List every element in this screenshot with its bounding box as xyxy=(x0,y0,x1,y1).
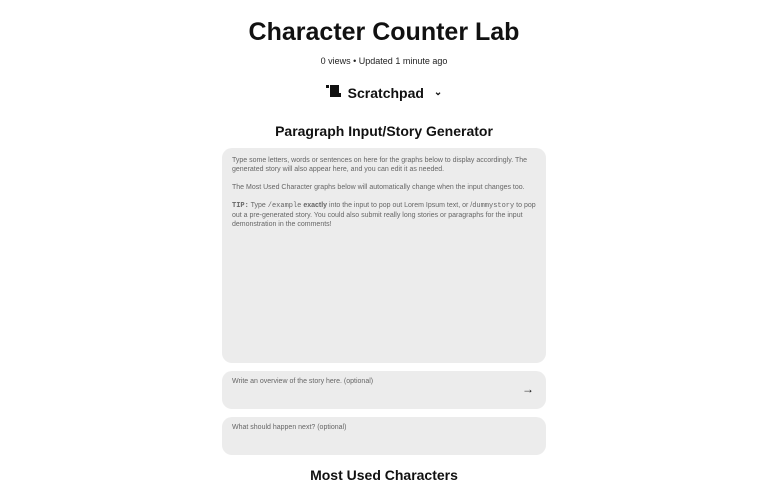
chevron-down-icon: ⌄ xyxy=(433,87,443,98)
page-title: Character Counter Lab xyxy=(248,18,520,46)
overview-placeholder: Write an overview of the story here. (optional) xyxy=(232,378,374,385)
most-used-title: Most Used Characters xyxy=(310,467,458,483)
section-title: Paragraph Input/Story Generator xyxy=(275,123,493,139)
placeholder-tip xyxy=(232,201,536,229)
placeholder-paragraph: Type some letters, words or sentences on here for the graphs below to display accordingly. The generated story will also appear here, and you can edit it as needed. xyxy=(232,157,528,173)
scratchpad-icon xyxy=(326,84,342,101)
tip-text: to pop out a pre-generated story. You could also submit really long stories or paragraphs for the input demonstration in the comments! xyxy=(232,202,536,228)
tip-text: Type xyxy=(248,202,268,209)
scratchpad-label: Scratchpad xyxy=(347,84,424,101)
next-placeholder: What should happen next? (optional) xyxy=(232,424,347,431)
story-input[interactable] xyxy=(222,148,546,363)
next-input[interactable] xyxy=(222,417,546,455)
placeholder-paragraph: The Most Used Character graphs below will automatically change when the input changes too. xyxy=(232,184,525,191)
page-meta: 0 views • Updated 1 minute ago xyxy=(320,56,448,66)
tip-code: /example xyxy=(267,202,302,210)
tip-text: into the input to pop out Lorem Ipsum text, or / xyxy=(327,202,473,209)
submit-arrow-icon[interactable]: → xyxy=(522,382,534,396)
tip-emphasis: exactly xyxy=(301,202,328,209)
tip-label: TIP: xyxy=(232,202,249,210)
scratchpad-dropdown[interactable] xyxy=(0,84,768,101)
tip-code: dummystory xyxy=(472,202,515,210)
overview-input[interactable] xyxy=(222,371,546,409)
